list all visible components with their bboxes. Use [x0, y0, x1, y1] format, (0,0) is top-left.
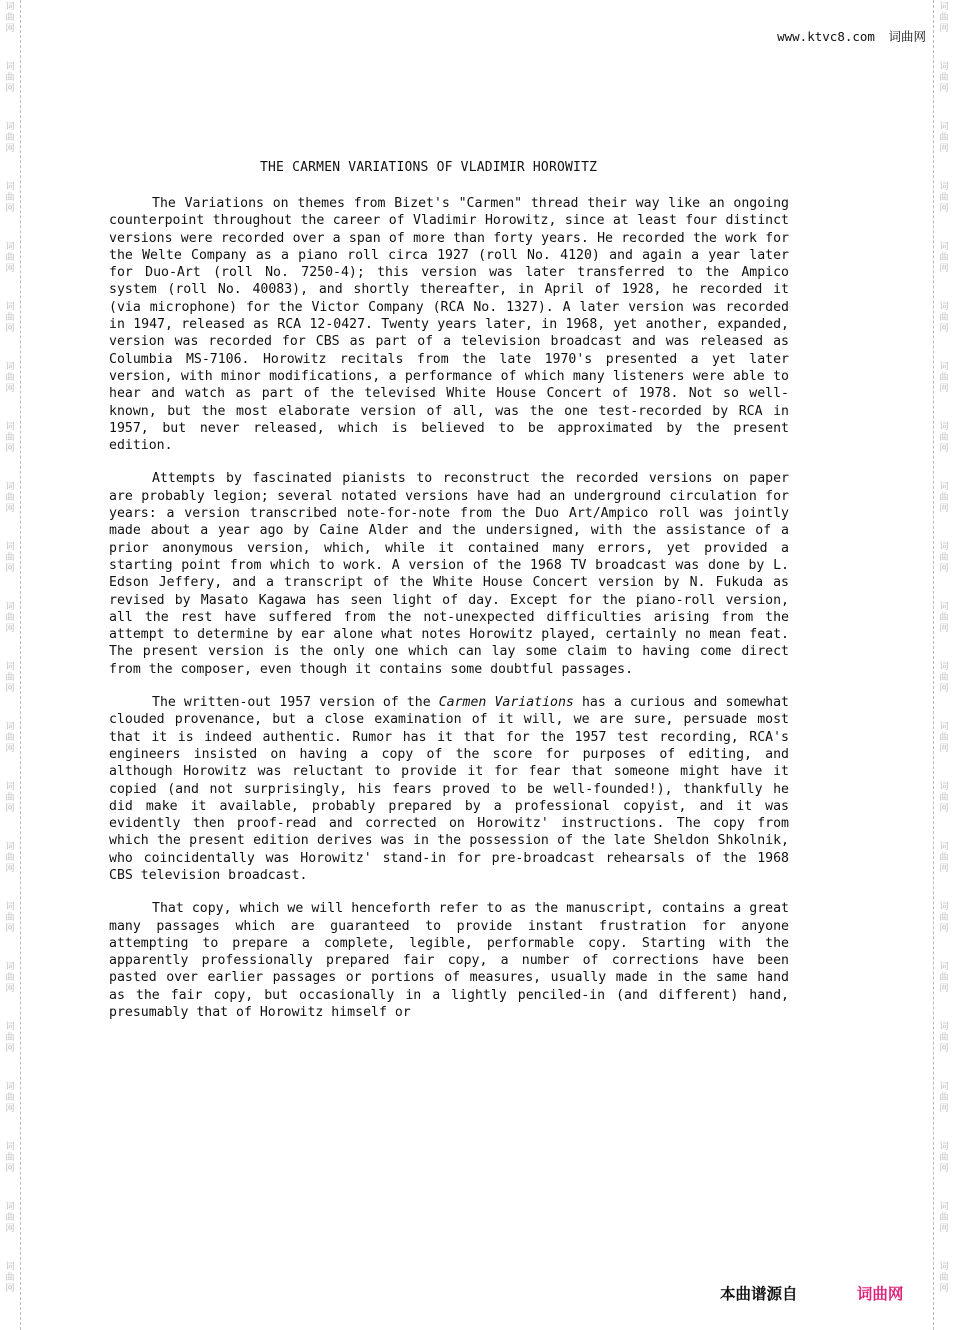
watermark-glyph: 网: [5, 684, 15, 694]
watermark-mark: [2, 2, 18, 35]
watermark-mark: [936, 302, 952, 335]
watermark-glyph: 网: [5, 384, 15, 394]
watermark-glyph: 曲: [939, 193, 949, 203]
watermark-glyph: 曲: [5, 733, 15, 743]
watermark-mark: [2, 1262, 18, 1295]
watermark-glyph: 网: [939, 84, 949, 94]
watermark-glyph: 网: [5, 864, 15, 874]
watermark-glyph: 词: [5, 542, 15, 552]
watermark-glyph: 网: [939, 24, 949, 34]
paragraph-4: That copy, which we will henceforth refer to as the manuscript, contains a great many passages which are guaranteed to provide instant frustration for anyone attempting to prepare a complete, legible, performable copy. Starting with the apparently professionally prepared fair copy, a number of corrections have been pasted over earlier passages or portions of measures, usually made in the same hand as the fair copy, but occasionally in a lightly penciled-in (and different) hand, presumably that of Horowitz himself or: [109, 901, 789, 1021]
watermark-glyph: 曲: [5, 913, 15, 923]
italic-title: Carmen Variations: [438, 695, 574, 711]
watermark-mark: [2, 902, 18, 935]
watermark-mark: [936, 482, 952, 515]
paragraph-1: The Variations on themes from Bizet's "Carmen" thread their way like an ongoing counterpoint throughout the career of Vladimir Horowitz, since at least four distinct versions were recorded over a span of more than forty years. He recorded the work for the Welte Company as a piano roll circa 1927 (roll No. 4120) and again a year later for Duo-Art (roll No. 7250-4); this version was later transferred to the Ampico system (roll No. 40083), and shortly thereafter, in April of 1928, he recorded it (via microphone) for the Victor Company (RCA No. 1327). A later version was recorded in 1947, released as RCA 12-0427. Twenty years later, in 1968, yet another, expanded, version was recorded for CBS as part of a television broadcast and was released as Columbia MS-7106. Horowitz recitals from the late 1970's presented a yet later version, with minor modifications, a performance of which many listeners were able to hear and watch as part of the televised White House Concert of 1978. Not so well-known, but the most elaborate version of all, was the one test-recorded by RCA in 1957, but never released, which is believed to be approximated by the present edition.: [109, 196, 789, 454]
watermark-glyph: 词: [939, 422, 949, 432]
watermark-glyph: 曲: [5, 973, 15, 983]
watermark-mark: [2, 1022, 18, 1055]
watermark-glyph: 词: [5, 62, 15, 72]
watermark-glyph: 网: [5, 204, 15, 214]
watermark-glyph: 网: [5, 324, 15, 334]
watermark-glyph: 网: [939, 1044, 949, 1054]
watermark-mark: [2, 62, 18, 95]
watermark-mark: [2, 362, 18, 395]
watermark-mark: [936, 782, 952, 815]
watermark-glyph: 词: [5, 122, 15, 132]
watermark-glyph: 词: [939, 62, 949, 72]
watermark-mark: [2, 1142, 18, 1175]
watermark-mark: [936, 542, 952, 575]
watermark-glyph: 曲: [5, 73, 15, 83]
watermark-glyph: 曲: [939, 13, 949, 23]
watermark-glyph: 网: [5, 1224, 15, 1234]
watermark-glyph: 词: [5, 1022, 15, 1032]
watermark-mark: [936, 722, 952, 755]
watermark-glyph: 词: [939, 2, 949, 12]
watermark-glyph: 词: [5, 482, 15, 492]
watermark-mark: [936, 602, 952, 635]
watermark-glyph: 网: [939, 564, 949, 574]
watermark-glyph: 网: [5, 804, 15, 814]
watermark-glyph: 网: [939, 624, 949, 634]
watermark-glyph: 网: [939, 504, 949, 514]
watermark-glyph: 曲: [939, 793, 949, 803]
watermark-glyph: 网: [939, 864, 949, 874]
watermark-glyph: 网: [5, 1284, 15, 1294]
watermark-glyph: 词: [5, 1142, 15, 1152]
watermark-glyph: 词: [5, 962, 15, 972]
watermark-glyph: 网: [939, 984, 949, 994]
footer-brand: 词曲网: [856, 1285, 904, 1303]
paragraph-3: The written-out 1957 version of the Carmen Variations has a curious and somewhat clouded provenance, but a close examination of it will, we are sure, persuade most that it is indeed authentic. Rumor has it that for the 1957 test recording, RCA's engineers insisted on having a copy of the score for purposes of editing, and although Horowitz was reluctant to provide it for fear that someone might have it copied (and not surprisingly, his fears proved to be well-founded!), thankfully he did make it available, probably prepared by a professional copyist, and it was evidently then proof-read and corrected on Horowitz' instructions. The copy from which the present edition derives was in the possession of the late Sheldon Shkolnik, who coincidentally was Horowitz' stand-in for pre-broadcast rehearsals of the 1968 CBS television broadcast.: [109, 695, 789, 883]
watermark-glyph: 曲: [5, 493, 15, 503]
watermark-mark: [936, 1082, 952, 1115]
watermark-mark: [2, 662, 18, 695]
watermark-glyph: 网: [5, 1044, 15, 1054]
watermark-mark: [936, 1262, 952, 1295]
watermark-glyph: 网: [939, 1164, 949, 1174]
watermark-mark: [936, 62, 952, 95]
watermark-glyph: 曲: [5, 253, 15, 263]
watermark-glyph: 曲: [5, 553, 15, 563]
watermark-glyph: 曲: [939, 73, 949, 83]
left-watermark-strip: [0, 0, 21, 1330]
watermark-glyph: 曲: [939, 313, 949, 323]
watermark-glyph: 词: [939, 1202, 949, 1212]
watermark-glyph: 词: [939, 602, 949, 612]
watermark-glyph: 词: [5, 902, 15, 912]
document-title: THE CARMEN VARIATIONS OF VLADIMIR HOROWITZ: [260, 160, 598, 175]
watermark-glyph: 网: [939, 324, 949, 334]
watermark-mark: [2, 182, 18, 215]
watermark-glyph: 曲: [939, 913, 949, 923]
watermark-glyph: 曲: [939, 133, 949, 143]
watermark-mark: [2, 722, 18, 755]
watermark-mark: [2, 1202, 18, 1235]
watermark-glyph: 网: [5, 564, 15, 574]
watermark-glyph: 词: [939, 482, 949, 492]
watermark-mark: [936, 902, 952, 935]
watermark-mark: [2, 782, 18, 815]
watermark-mark: [2, 482, 18, 515]
watermark-glyph: 曲: [5, 193, 15, 203]
watermark-glyph: 词: [939, 362, 949, 372]
watermark-glyph: 词: [939, 242, 949, 252]
watermark-mark: [936, 662, 952, 695]
watermark-mark: [936, 182, 952, 215]
watermark-glyph: 曲: [5, 133, 15, 143]
watermark-glyph: 曲: [5, 1033, 15, 1043]
watermark-glyph: 网: [939, 1104, 949, 1114]
watermark-glyph: 曲: [5, 613, 15, 623]
watermark-glyph: 词: [939, 182, 949, 192]
watermark-glyph: 词: [5, 422, 15, 432]
watermark-glyph: 曲: [5, 1093, 15, 1103]
watermark-glyph: 词: [939, 662, 949, 672]
watermark-glyph: 曲: [939, 1273, 949, 1283]
site-brand: 词曲网: [888, 29, 926, 44]
header-watermark: [777, 27, 926, 45]
watermark-glyph: 词: [939, 782, 949, 792]
watermark-glyph: 词: [939, 1142, 949, 1152]
watermark-glyph: 曲: [5, 313, 15, 323]
watermark-glyph: 曲: [939, 673, 949, 683]
watermark-mark: [2, 542, 18, 575]
watermark-glyph: 曲: [939, 373, 949, 383]
watermark-glyph: 网: [939, 924, 949, 934]
watermark-mark: [2, 302, 18, 335]
watermark-mark: [936, 1142, 952, 1175]
watermark-glyph: 曲: [939, 853, 949, 863]
watermark-glyph: 曲: [939, 1093, 949, 1103]
watermark-mark: [2, 842, 18, 875]
watermark-glyph: 词: [939, 842, 949, 852]
watermark-glyph: 网: [939, 444, 949, 454]
footer-watermark: [720, 1282, 903, 1304]
watermark-glyph: 词: [939, 1262, 949, 1272]
watermark-glyph: 词: [5, 782, 15, 792]
watermark-glyph: 网: [5, 1164, 15, 1174]
watermark-glyph: 词: [939, 122, 949, 132]
watermark-glyph: 词: [939, 902, 949, 912]
watermark-glyph: 词: [5, 2, 15, 12]
watermark-glyph: 词: [939, 1082, 949, 1092]
watermark-glyph: 词: [5, 602, 15, 612]
watermark-glyph: 网: [5, 144, 15, 154]
watermark-mark: [936, 242, 952, 275]
site-url[interactable]: www.ktvc8.com: [777, 29, 875, 44]
watermark-mark: [936, 362, 952, 395]
watermark-glyph: 词: [939, 542, 949, 552]
watermark-glyph: 曲: [5, 673, 15, 683]
right-watermark-strip: [933, 0, 954, 1330]
watermark-mark: [936, 2, 952, 35]
watermark-glyph: 词: [5, 1202, 15, 1212]
watermark-glyph: 曲: [939, 553, 949, 563]
watermark-glyph: 曲: [5, 1273, 15, 1283]
watermark-glyph: 词: [5, 182, 15, 192]
watermark-glyph: 网: [939, 1284, 949, 1294]
watermark-glyph: 曲: [5, 1153, 15, 1163]
watermark-mark: [936, 842, 952, 875]
watermark-mark: [2, 962, 18, 995]
watermark-mark: [936, 422, 952, 455]
watermark-glyph: 曲: [939, 1033, 949, 1043]
watermark-mark: [2, 242, 18, 275]
watermark-mark: [2, 1082, 18, 1115]
watermark-mark: [936, 962, 952, 995]
watermark-glyph: 曲: [5, 1213, 15, 1223]
watermark-glyph: 曲: [939, 973, 949, 983]
watermark-glyph: 曲: [5, 13, 15, 23]
watermark-glyph: 词: [5, 662, 15, 672]
watermark-glyph: 网: [939, 684, 949, 694]
watermark-glyph: 词: [5, 1262, 15, 1272]
watermark-glyph: 词: [939, 722, 949, 732]
watermark-mark: [2, 122, 18, 155]
watermark-glyph: 网: [5, 744, 15, 754]
watermark-glyph: 曲: [939, 493, 949, 503]
watermark-glyph: 网: [5, 84, 15, 94]
watermark-glyph: 网: [5, 924, 15, 934]
watermark-glyph: 网: [939, 204, 949, 214]
watermark-glyph: 曲: [939, 733, 949, 743]
watermark-glyph: 词: [5, 1082, 15, 1092]
watermark-mark: [936, 1202, 952, 1235]
watermark-glyph: 网: [5, 264, 15, 274]
watermark-glyph: 曲: [5, 373, 15, 383]
watermark-glyph: 曲: [5, 433, 15, 443]
watermark-glyph: 词: [5, 722, 15, 732]
watermark-mark: [936, 122, 952, 155]
watermark-glyph: 网: [939, 144, 949, 154]
watermark-glyph: 网: [5, 1104, 15, 1114]
paragraph-2: Attempts by fascinated pianists to reconstruct the recorded versions on paper are probably legion; several notated versions have had an underground circulation for years: a version transcribed note-for-note from the Duo Art/Ampico roll was jointly made about a year ago by Caine Alder and the undersigned, with the assistance of a prior anonymous version, which, while it contained many errors, yet provided a starting point from which to work. A version of the 1968 TV broadcast was done by L. Edson Jeffery, and a transcript of the White House Concert version by N. Fukuda as revised by Masato Kagawa has seen light of day. Except for the piano-roll version, all the rest have suffered from the not-unexpected difficulties arising from the attempt to determine by ear alone what notes Horowitz played, certainly no mean feat. The present version is the only one which can lay some claim to having come direct from the composer, even though it contains some doubtful passages.: [109, 471, 789, 677]
watermark-glyph: 网: [5, 444, 15, 454]
watermark-glyph: 网: [5, 24, 15, 34]
document-body: [109, 195, 789, 1037]
watermark-glyph: 网: [5, 624, 15, 634]
watermark-glyph: 曲: [939, 253, 949, 263]
footer-source-label: 本曲谱源自: [720, 1285, 798, 1303]
watermark-mark: [2, 602, 18, 635]
watermark-glyph: 词: [5, 842, 15, 852]
watermark-glyph: 曲: [5, 793, 15, 803]
watermark-glyph: 曲: [939, 613, 949, 623]
watermark-glyph: 网: [939, 744, 949, 754]
watermark-glyph: 词: [5, 242, 15, 252]
watermark-glyph: 词: [939, 302, 949, 312]
watermark-glyph: 曲: [939, 1213, 949, 1223]
watermark-glyph: 曲: [939, 1153, 949, 1163]
watermark-glyph: 词: [5, 362, 15, 372]
watermark-glyph: 曲: [5, 853, 15, 863]
watermark-mark: [2, 422, 18, 455]
watermark-glyph: 网: [939, 1224, 949, 1234]
watermark-glyph: 网: [5, 984, 15, 994]
watermark-glyph: 词: [939, 962, 949, 972]
watermark-glyph: 网: [5, 504, 15, 514]
watermark-glyph: 词: [939, 1022, 949, 1032]
watermark-glyph: 网: [939, 264, 949, 274]
watermark-glyph: 曲: [939, 433, 949, 443]
watermark-glyph: 网: [939, 804, 949, 814]
watermark-mark: [936, 1022, 952, 1055]
watermark-glyph: 词: [5, 302, 15, 312]
watermark-glyph: 网: [939, 384, 949, 394]
